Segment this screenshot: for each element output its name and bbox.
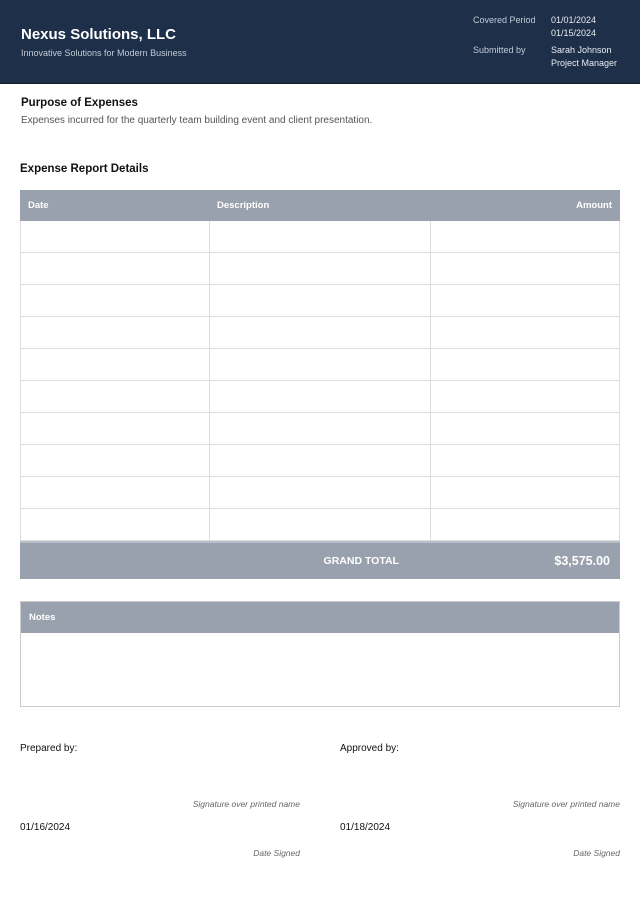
grand-total-value: $3,575.00 bbox=[554, 554, 610, 568]
expense-table bbox=[20, 190, 620, 579]
table-row bbox=[20, 509, 620, 541]
table-cell bbox=[210, 413, 431, 444]
table-cell bbox=[210, 349, 431, 380]
table-cell bbox=[431, 509, 619, 540]
table-row bbox=[20, 445, 620, 477]
table-cell bbox=[210, 317, 431, 348]
submitter-title: Project Manager bbox=[551, 58, 618, 68]
grand-total-row bbox=[20, 541, 620, 579]
prepared-by-label: Prepared by: bbox=[20, 743, 78, 754]
table-row bbox=[20, 381, 620, 413]
notes-text[interactable] bbox=[21, 633, 619, 649]
table-cell bbox=[21, 509, 210, 540]
table-cell bbox=[431, 445, 619, 476]
approved-date: 01/18/2024 bbox=[340, 822, 391, 833]
prepared-date: 01/16/2024 bbox=[20, 822, 71, 833]
approved-date-caption: Date Signed bbox=[573, 848, 620, 858]
table-cell bbox=[431, 349, 619, 380]
table-cell bbox=[21, 317, 210, 348]
notes-title: Notes bbox=[21, 602, 619, 633]
table-cell bbox=[21, 253, 210, 284]
approved-by-label: Approved by: bbox=[340, 743, 399, 754]
table-row bbox=[20, 477, 620, 509]
grand-total-label: GRAND TOTAL bbox=[323, 555, 399, 567]
column-description: Description bbox=[217, 200, 270, 211]
table-cell bbox=[431, 317, 619, 348]
table-row bbox=[20, 285, 620, 317]
table-cell bbox=[431, 381, 619, 412]
table-cell bbox=[431, 253, 619, 284]
prepared-signature-caption: Signature over printed name bbox=[192, 799, 300, 809]
purpose-title: Purpose of Expenses bbox=[21, 97, 138, 109]
table-cell bbox=[21, 477, 210, 508]
approved-signature-caption: Signature over printed name bbox=[512, 799, 620, 809]
table-row bbox=[20, 349, 620, 381]
table-title: Expense Report Details bbox=[20, 163, 149, 175]
table-row bbox=[20, 413, 620, 445]
company-name: Nexus Solutions, LLC bbox=[21, 26, 177, 43]
submitted-by-label: Submitted by bbox=[473, 45, 526, 55]
table-cell bbox=[21, 221, 210, 252]
period-end: 01/15/2024 bbox=[551, 28, 597, 38]
table-cell bbox=[431, 477, 619, 508]
table-cell bbox=[210, 253, 431, 284]
table-header bbox=[20, 190, 620, 221]
table-cell bbox=[431, 413, 619, 444]
report-header bbox=[0, 0, 640, 84]
table-row bbox=[20, 317, 620, 349]
table-cell bbox=[210, 509, 431, 540]
table-row bbox=[20, 253, 620, 285]
table-cell bbox=[210, 221, 431, 252]
company-tagline: Innovative Solutions for Modern Business bbox=[21, 48, 187, 58]
table-cell bbox=[210, 477, 431, 508]
table-cell bbox=[21, 285, 210, 316]
table-cell bbox=[21, 381, 210, 412]
purpose-text: Expenses incurred for the quarterly team building event and client presentation. bbox=[21, 115, 373, 126]
table-cell bbox=[210, 285, 431, 316]
table-row bbox=[20, 221, 620, 253]
table-cell bbox=[21, 349, 210, 380]
prepared-date-caption: Date Signed bbox=[253, 848, 300, 858]
column-date: Date bbox=[28, 200, 49, 211]
covered-period-label: Covered Period bbox=[473, 15, 536, 25]
table-cell bbox=[210, 445, 431, 476]
table-cell bbox=[431, 285, 619, 316]
submitter-name: Sarah Johnson bbox=[551, 45, 612, 55]
table-cell bbox=[210, 381, 431, 412]
table-cell bbox=[431, 221, 619, 252]
table-cell bbox=[21, 413, 210, 444]
table-cell bbox=[21, 445, 210, 476]
notes-box[interactable] bbox=[20, 601, 620, 707]
column-amount: Amount bbox=[576, 200, 612, 211]
period-start: 01/01/2024 bbox=[551, 15, 597, 25]
